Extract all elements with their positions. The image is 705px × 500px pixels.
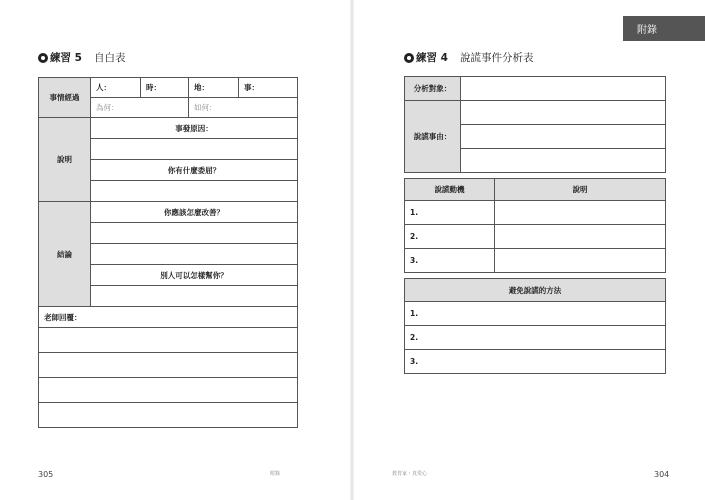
event-row-label: 事情經過 <box>39 78 91 118</box>
exercise-label: 練習 4 <box>416 52 448 64</box>
motive-header: 說謊動機 <box>405 179 495 201</box>
conclusion-row-label: 結論 <box>39 202 91 307</box>
why-field[interactable]: 為何： <box>91 98 189 118</box>
target-input[interactable] <box>461 77 666 101</box>
reason-label: 說謊事由： <box>405 101 461 173</box>
reason-input-line[interactable] <box>461 149 666 173</box>
footer-left: 附錄 <box>270 471 281 477</box>
motive-row-number: 1. <box>405 201 495 225</box>
matter-field[interactable]: 事： <box>239 78 298 98</box>
avoid-header: 避免說謊的方法 <box>405 279 666 302</box>
teacher-reply-line[interactable] <box>39 328 298 353</box>
time-field[interactable]: 時： <box>141 78 189 98</box>
footer-right: 教育家・真愛心 <box>392 471 428 477</box>
help-prompt: 別人可以怎樣幫你？ <box>91 265 298 286</box>
place-field[interactable]: 地： <box>189 78 239 98</box>
person-field[interactable]: 人： <box>91 78 141 98</box>
page-number-right: 304 <box>654 470 670 479</box>
improve-answer-line[interactable] <box>91 244 298 265</box>
motive-row-number: 3. <box>405 249 495 273</box>
exercise-title: 說謊事件分析表 <box>459 52 534 64</box>
teacher-reply-line[interactable] <box>39 353 298 378</box>
cause-prompt: 事發原因： <box>91 118 298 139</box>
how-field[interactable]: 如何： <box>189 98 298 118</box>
avoid-row[interactable]: 1. <box>405 302 666 326</box>
bullet-icon <box>38 53 48 63</box>
motive-table <box>404 178 666 273</box>
teacher-reply-line[interactable] <box>39 403 298 428</box>
help-answer-line[interactable] <box>91 286 298 307</box>
improve-answer-line[interactable] <box>91 223 298 244</box>
page-number-left: 305 <box>38 470 54 479</box>
motive-row-input[interactable] <box>495 201 666 225</box>
right-heading <box>404 50 533 65</box>
lie-analysis-header-table <box>404 76 666 173</box>
motive-row-input[interactable] <box>495 225 666 249</box>
teacher-reply-line[interactable] <box>39 378 298 403</box>
explain-header: 說明 <box>495 179 666 201</box>
cause-answer-line[interactable] <box>91 139 298 160</box>
target-label: 分析對象： <box>405 77 461 101</box>
appendix-tab <box>623 16 705 41</box>
exercise-label: 練習 5 <box>50 52 82 64</box>
appendix-tab-label: 附錄 <box>637 25 657 36</box>
left-page <box>0 0 352 500</box>
reason-input-line[interactable] <box>461 125 666 149</box>
reason-input-line[interactable] <box>461 101 666 125</box>
improve-prompt: 你應該怎麼改善？ <box>91 202 298 223</box>
grievance-answer-line[interactable] <box>91 181 298 202</box>
motive-row-input[interactable] <box>495 249 666 273</box>
exercise-title: 自白表 <box>93 52 126 64</box>
bullet-icon <box>404 53 414 63</box>
left-heading <box>38 50 125 65</box>
grievance-prompt: 你有什麼委屈？ <box>91 160 298 181</box>
avoid-row[interactable]: 2. <box>405 326 666 350</box>
avoid-row[interactable]: 3. <box>405 350 666 374</box>
confession-form <box>38 77 298 428</box>
teacher-reply-label: 老師回覆： <box>39 307 298 328</box>
right-page <box>352 0 705 500</box>
motive-row-number: 2. <box>405 225 495 249</box>
avoid-table <box>404 278 666 374</box>
explain-row-label: 說明 <box>39 118 91 202</box>
